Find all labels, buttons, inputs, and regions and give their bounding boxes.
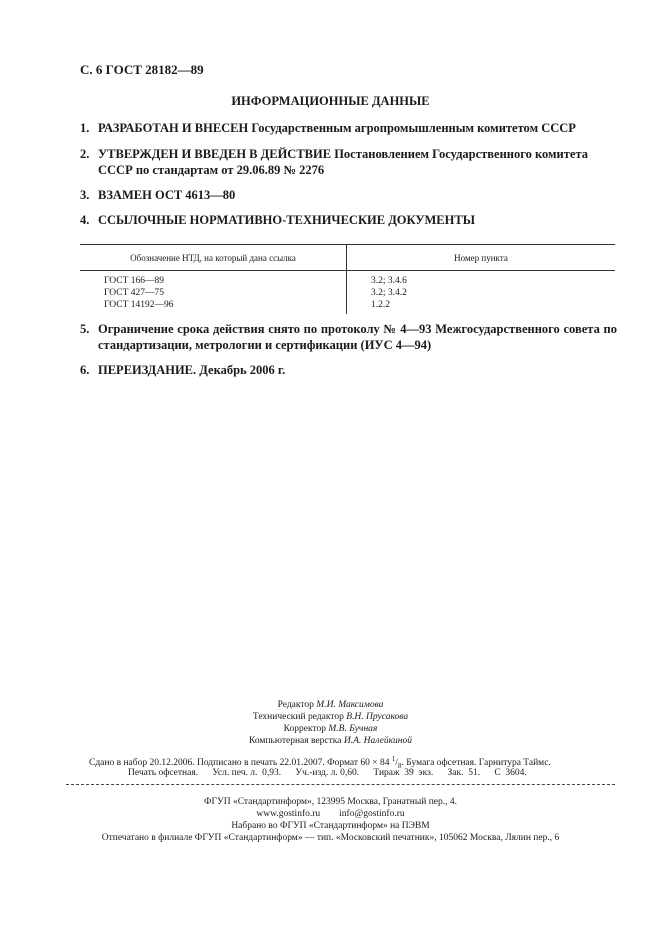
imprint-divider: [66, 784, 615, 785]
table-top-rule: [80, 244, 615, 245]
credit-role: Редактор: [277, 700, 314, 710]
info-item-2: [80, 147, 617, 178]
item-number: 5.: [80, 322, 90, 336]
item-lead: РАЗРАБОТАН И ВНЕСЕН: [98, 121, 249, 135]
table-header-clause: Номер пункта: [454, 253, 508, 263]
item-number: 6.: [80, 363, 90, 377]
info-item-3: [80, 188, 617, 204]
credit-name: М.И. Максимова: [316, 700, 384, 710]
table-header-rule: [80, 270, 615, 271]
item-text: Ограничение срока действия снято по протоколу № 4—93 Межгосударственного совета по стандартизации, метрологии и сертификации (ИУС 4—94): [98, 322, 617, 352]
item-number: 3.: [80, 188, 90, 202]
info-item-4: [80, 213, 617, 229]
info-item-5: [80, 322, 617, 353]
table-cell-clause: 3.2; 3.4.2: [371, 288, 407, 298]
credit-editor: [0, 700, 661, 710]
table-cell-clause: 3.2; 3.4.6: [371, 276, 407, 286]
credit-role: Компьютерная верстка: [249, 736, 342, 746]
imprint-line-2: Печать офсетная. Усл. печ. л. 0,93. Уч.-изд. л. 0,60. Тираж 39 экз. Зак. 51. С 3604.: [128, 768, 527, 778]
credit-tech-editor: [0, 712, 661, 722]
table-cell-clause: 1.2.2: [371, 300, 390, 310]
item-lead: ПЕРЕИЗДАНИЕ.: [98, 363, 197, 377]
item-lead: ВЗАМЕН ОСТ 4613—80: [98, 188, 236, 202]
item-lead: УТВЕРЖДЕН И ВВЕДЕН В ДЕЙСТВИЕ: [98, 147, 332, 161]
table-cell-ntd: ГОСТ 14192—96: [104, 300, 174, 310]
credit-proofreader: [0, 724, 661, 734]
item-number: 4.: [80, 213, 90, 227]
imprint-fraction-denominator: 8: [398, 762, 402, 771]
item-number: 1.: [80, 121, 90, 135]
imprint-text: . Бумага офсетная. Гарнитура Таймс.: [401, 758, 551, 769]
credit-role: Корректор: [283, 724, 326, 734]
section-title: ИНФОРМАЦИОННЫЕ ДАННЫЕ: [231, 94, 430, 108]
item-lead: ССЫЛОЧНЫЕ НОРМАТИВНО-ТЕХНИЧЕСКИЕ ДОКУМЕНТЫ: [98, 213, 475, 227]
credit-name: М.В. Бучная: [328, 724, 378, 734]
publisher-address: ФГУП «Стандартинформ», 123995 Москва, Гранатный пер., 4.: [203, 797, 458, 807]
credit-name: И.А. Налейкиной: [343, 736, 412, 746]
info-item-1: [80, 121, 617, 137]
info-item-6: [80, 363, 617, 379]
item-text: Государственным агропромышленным комитетом СССР: [248, 121, 576, 135]
table-header-ntd: Обозначение НТД, на который дана ссылка: [130, 253, 296, 263]
table-cell-ntd: ГОСТ 166—89: [104, 276, 164, 286]
imprint-fraction-numerator: 1: [391, 755, 396, 763]
item-text: Постановлением Государственного комитета СССР по стандартам от 29.06.89 № 2276: [98, 147, 588, 177]
item-number: 2.: [80, 147, 90, 161]
page-header: С. 6 ГОСТ 28182—89: [80, 62, 204, 77]
item-text: Декабрь 2006 г.: [196, 363, 286, 377]
publisher-web: www.gostinfo.ru info@gostinfo.ru: [256, 809, 405, 819]
table-cell-ntd: ГОСТ 427—75: [104, 288, 164, 298]
credit-name: В.Н. Прусакова: [346, 712, 409, 722]
publisher-printed: Отпечатано в филиале ФГУП «Стандартинформ» — тип. «Московский печатник», 105062 Москва, Лялин пер., 6: [101, 833, 560, 843]
imprint-line-1: Сдано в набор 20.12.2006. Подписано в печать 22.01.2007. Формат 60 × 84 $^1/_8$. Бумага офсетная. Гарнитура Таймс.: [89, 755, 551, 771]
credit-role: Технический редактор: [252, 712, 344, 722]
publisher-typeset: Набрано во ФГУП «Стандартинформ» на ПЭВМ: [231, 821, 430, 831]
imprint-text: Сдано в набор 20.12.2006. Подписано в печать 22.01.2007. Формат 60 × 84: [89, 758, 392, 769]
credit-layout: [0, 736, 661, 746]
